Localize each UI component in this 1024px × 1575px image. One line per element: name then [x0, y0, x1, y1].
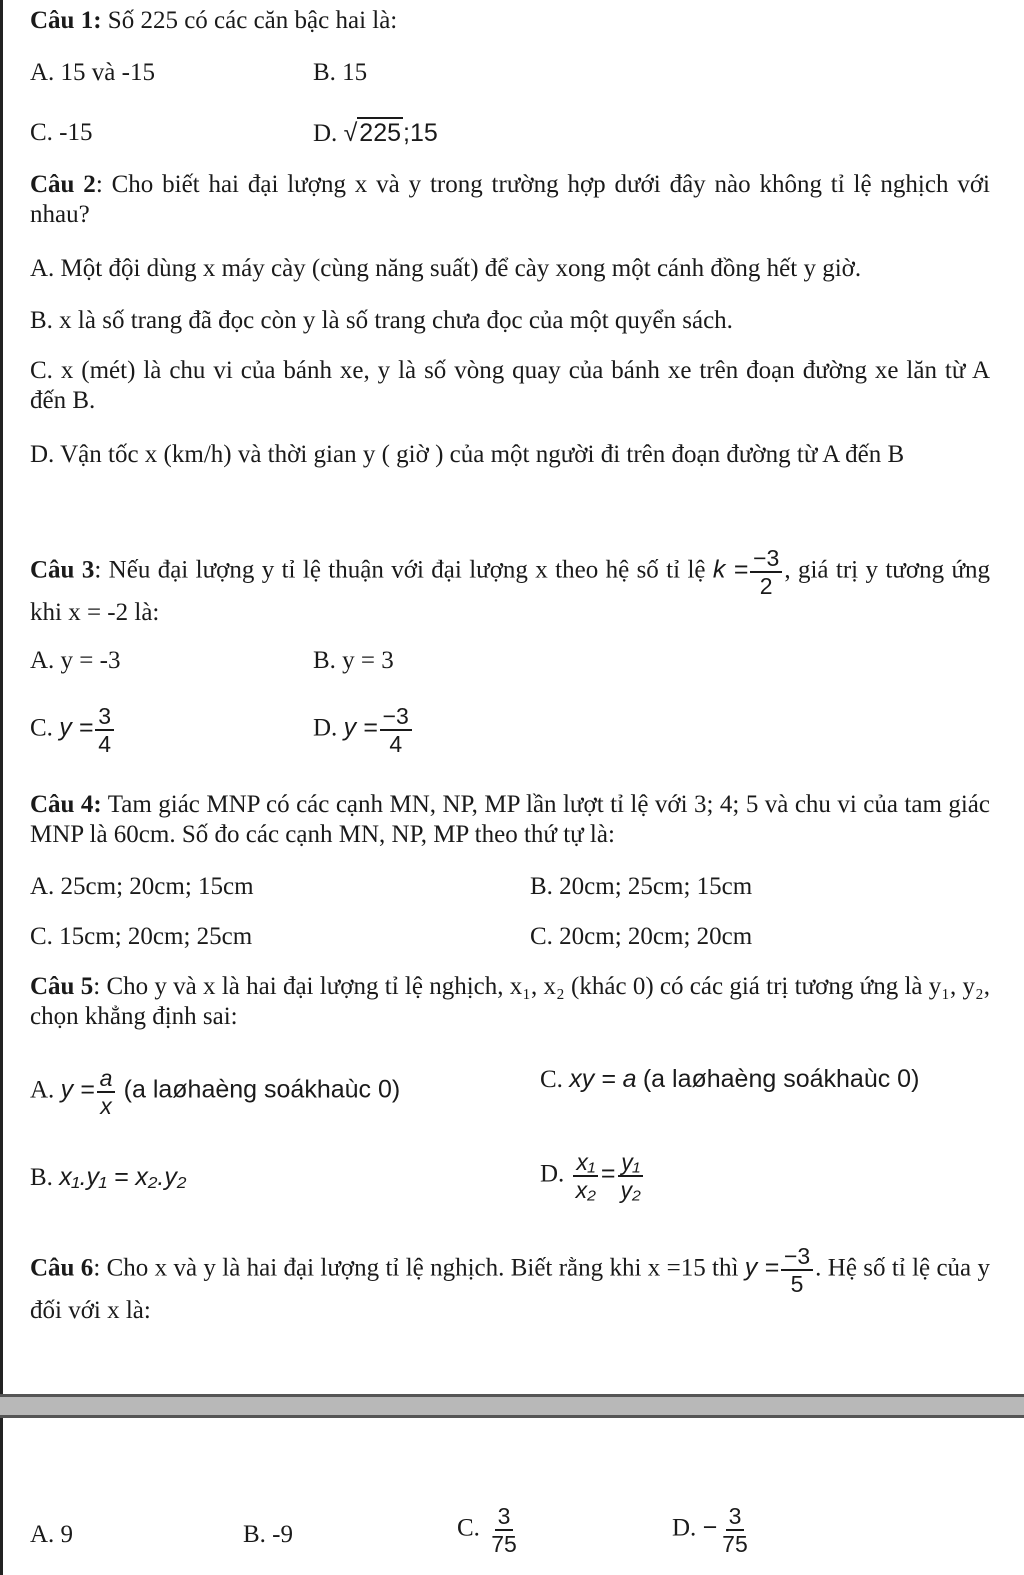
q4-option-c: C. 15cm; 20cm; 25cm	[30, 923, 253, 950]
q6-option-d	[672, 1504, 753, 1556]
k-fraction	[750, 546, 782, 598]
question-4	[30, 790, 990, 850]
question-6-text-2: . Hệ số tỉ lệ của y đối với x là:	[30, 1254, 990, 1324]
k-expression: k =	[712, 555, 749, 584]
q6-option-d-numerator: 3	[726, 1504, 745, 1531]
q5-option-d-prefix: D.	[540, 1160, 565, 1188]
q5-option-d	[540, 1150, 646, 1202]
q5-option-d-numerator-x: x₁	[573, 1150, 598, 1177]
q5-option-c-note: (a laøhaèng soákhaùc 0)	[642, 1065, 920, 1093]
question-3-label: Câu 3	[30, 556, 95, 584]
q6-option-c-fraction	[488, 1504, 520, 1556]
q3-option-d-lhs: y =	[343, 713, 378, 742]
k-numerator: −3	[750, 546, 782, 573]
question-4-text: Tam giác MNP có các cạnh MN, NP, MP lần lượt tỉ lệ với 3; 4; 5 và chu vi của tam giác MNP là 60cm. Số đo các cạnh MN, NP, MP theo thứ tự là:	[30, 791, 990, 848]
q6-option-c	[457, 1504, 522, 1556]
q1-option-d	[313, 118, 438, 149]
q4-option-b: B. 20cm; 25cm; 15cm	[530, 873, 753, 900]
q5-option-a	[30, 1066, 400, 1118]
question-3-text-2: , giá trị y tương ứng khi x = -2 là:	[30, 556, 990, 626]
q2-option-d: D. Vận tốc x (km/h) và thời gian y ( giờ ) của một người đi trên đoạn đường từ A đến B	[30, 441, 905, 468]
page-separator-band	[0, 1394, 1024, 1418]
question-5-text: : Cho y và x là hai đại lượng tỉ lệ nghịch, x₁, x₂ (khác 0) có các giá trị tương ứng là y₁, y₂, chọn khẳng định sai:	[30, 973, 990, 1030]
sqrt-radicand: 225	[359, 119, 402, 147]
q3-option-c-lhs: y =	[59, 713, 94, 742]
q5-option-b-expr: x₁.y₁ = x₂.y₂	[59, 1163, 187, 1191]
question-1	[30, 6, 990, 36]
y-expression: y =	[744, 1253, 779, 1282]
question-1-label: Câu 1:	[30, 7, 102, 34]
q5-option-d-denominator-y: y₂	[620, 1177, 641, 1203]
sqrt-suffix: ;15	[403, 119, 438, 147]
q1-option-c: C. -15	[30, 119, 93, 146]
q3-option-c-prefix: C.	[30, 714, 53, 742]
question-1-text: Số 225 có các căn bậc hai là:	[101, 7, 398, 34]
page-left-border	[0, 0, 3, 1575]
q3-option-c-numerator: 3	[95, 704, 114, 731]
y-fraction	[781, 1244, 813, 1296]
question-5-label: Câu 5	[30, 973, 94, 1000]
question-3	[30, 546, 990, 628]
sqrt-expression: √225;15	[343, 119, 438, 147]
q6-option-a: A. 9	[30, 1521, 74, 1548]
q3-option-c-fraction	[95, 704, 114, 756]
q4-option-d: C. 20cm; 20cm; 20cm	[530, 923, 753, 950]
q5-option-d-numerator-y: y₁	[618, 1150, 643, 1177]
q2-option-c: C. x (mét) là chu vi của bánh xe, y là số vòng quay của bánh xe trên đoạn đường xe lăn từ A đến B.	[30, 357, 990, 414]
q5-option-a-prefix: A.	[30, 1076, 55, 1104]
q2-option-a: A. Một đội dùng x máy cày (cùng năng suất) để cày xong một cánh đồng hết y giờ.	[30, 255, 862, 282]
q6-option-d-sign: −	[702, 1513, 718, 1542]
q5-option-c	[540, 1064, 919, 1095]
question-6-text-1: : Cho x và y là hai đại lượng tỉ lệ nghịch. Biết rằng khi x =15 thì	[93, 1254, 745, 1282]
q1-option-d-prefix: D.	[313, 120, 338, 147]
q5-option-b	[30, 1162, 186, 1193]
q3-option-d-denominator: 4	[389, 731, 403, 757]
q5-option-a-note: (a laøhaèng soákhaùc 0)	[123, 1075, 401, 1104]
question-2-label: Câu 2	[30, 171, 96, 198]
question-6	[30, 1244, 990, 1326]
q5-option-a-denominator: x	[100, 1093, 112, 1119]
k-denominator: 2	[759, 573, 773, 599]
question-6-label: Câu 6	[30, 1254, 94, 1282]
q3-option-a: A. y = -3	[30, 647, 121, 674]
q3-option-d	[313, 704, 414, 756]
q5-option-a-numerator: a	[97, 1066, 116, 1093]
question-2	[30, 170, 990, 230]
q3-option-b: B. y = 3	[313, 647, 394, 674]
question-5	[30, 972, 990, 1032]
q2-option-b: B. x là số trang đã đọc còn y là số trang chưa đọc của một quyển sách.	[30, 307, 733, 334]
q5-option-d-denominator-x: x₂	[575, 1177, 596, 1203]
q6-option-b: B. -9	[243, 1521, 293, 1548]
question-3-text-1: : Nếu đại lượng y tỉ lệ thuận với đại lượng x theo hệ số tỉ lệ	[94, 556, 713, 584]
q6-option-d-fraction	[719, 1504, 751, 1556]
q6-option-c-numerator: 3	[495, 1504, 514, 1531]
q6-option-c-prefix: C.	[457, 1514, 480, 1542]
q3-option-d-prefix: D.	[313, 714, 338, 742]
q1-option-a: A. 15 và -15	[30, 59, 155, 86]
question-2-text: : Cho biết hai đại lượng x và y trong trường hợp dưới đây nào không tỉ lệ nghịch với nhau?	[30, 171, 990, 228]
q3-option-c	[30, 704, 116, 756]
y-denominator: 5	[790, 1271, 804, 1297]
q5-option-a-fraction	[97, 1066, 116, 1118]
q3-option-d-numerator: −3	[380, 704, 412, 731]
q5-option-c-expr: xy = a	[569, 1065, 637, 1093]
question-4-label: Câu 4:	[30, 791, 102, 818]
q3-option-d-fraction	[380, 704, 412, 756]
q5-option-d-fraction-y	[617, 1150, 643, 1202]
q4-option-a: A. 25cm; 20cm; 15cm	[30, 873, 254, 900]
q5-option-c-prefix: C.	[540, 1066, 563, 1093]
q3-option-c-denominator: 4	[98, 731, 112, 757]
q5-option-b-prefix: B.	[30, 1164, 53, 1191]
q6-option-c-denominator: 75	[491, 1531, 517, 1557]
q6-option-d-prefix: D.	[672, 1514, 697, 1542]
q5-option-a-lhs: y =	[60, 1075, 95, 1104]
q6-option-d-denominator: 75	[722, 1531, 748, 1557]
q1-option-b: B. 15	[313, 59, 368, 86]
q5-option-d-fraction-x	[573, 1150, 599, 1202]
q5-option-d-equals: =	[600, 1159, 616, 1188]
y-numerator: −3	[781, 1244, 813, 1271]
